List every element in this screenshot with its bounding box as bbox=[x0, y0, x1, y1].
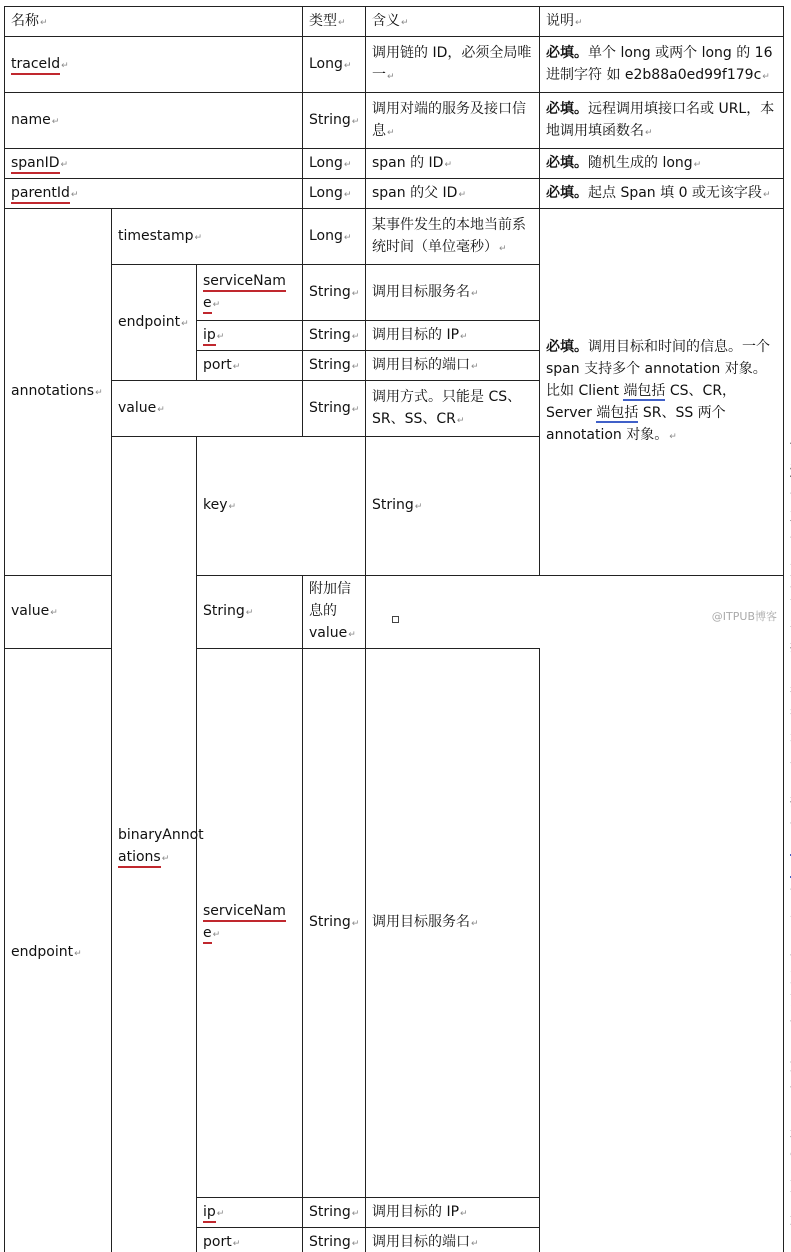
field-type: Long↵ bbox=[303, 209, 366, 265]
subfield-name: serviceNam e↵ bbox=[197, 649, 303, 1198]
field-meaning: 调用目标的 IP↵ bbox=[366, 321, 540, 351]
field-type: String↵ bbox=[366, 437, 540, 576]
field-type: String↵ bbox=[197, 576, 303, 649]
field-type: String↵ bbox=[303, 93, 366, 149]
subfield-name: timestamp↵ bbox=[112, 209, 303, 265]
subfield-name: port↵ bbox=[197, 1228, 303, 1252]
field-type: String↵ bbox=[303, 1198, 366, 1228]
subfield-name: endpoint↵ bbox=[5, 649, 112, 1252]
field-name: parentId↵ bbox=[5, 179, 303, 209]
field-meaning: 附加信息的 value↵ bbox=[303, 576, 366, 649]
field-desc: 必填。起点 Span 填 0 或无该字段↵ bbox=[540, 179, 784, 209]
field-meaning: span 的父 ID↵ bbox=[366, 179, 540, 209]
subfield-name: value↵ bbox=[5, 576, 197, 649]
field-type: String↵ bbox=[303, 351, 366, 381]
subfield-name: key↵ bbox=[197, 437, 366, 576]
header-row bbox=[5, 7, 784, 37]
field-type: String↵ bbox=[303, 1228, 366, 1252]
header-type: 类型↵ bbox=[303, 7, 366, 37]
resize-handle bbox=[392, 616, 399, 623]
subfield-name: ip↵ bbox=[197, 321, 303, 351]
watermark: @ITPUB博客 bbox=[712, 608, 777, 624]
field-meaning: 调用目标的端口↵ bbox=[366, 351, 540, 381]
field-desc: 必填。调用目标和时间的信息。一个 span 支持多个 annotation 对象。比如 Client 端包括 CS、CR，Server 端包括 SR、SS 两个 annotation 对象。↵ bbox=[540, 209, 784, 576]
table-row bbox=[5, 576, 784, 649]
spec-table bbox=[4, 6, 784, 1252]
header-name: 名称↵ bbox=[5, 7, 303, 37]
table-row bbox=[5, 37, 784, 93]
field-meaning: 调用目标服务名↵ bbox=[366, 265, 540, 321]
field-type: Long↵ bbox=[303, 37, 366, 93]
header-desc: 说明↵ bbox=[540, 7, 784, 37]
field-type: Long↵ bbox=[303, 149, 366, 179]
field-meaning: span 的 ID↵ bbox=[366, 149, 540, 179]
subfield-name: ip↵ bbox=[197, 1198, 303, 1228]
subfield-name: serviceNam e↵ bbox=[197, 265, 303, 321]
field-type: String↵ bbox=[303, 649, 366, 1198]
table-row bbox=[5, 93, 784, 149]
field-meaning: 调用目标的 IP↵ bbox=[366, 1198, 540, 1228]
subfield-name: endpoint↵ bbox=[112, 265, 197, 381]
field-type: String↵ bbox=[303, 321, 366, 351]
field-type: String↵ bbox=[303, 381, 366, 437]
field-meaning: 调用方式。只能是 CS、SR、SS、CR↵ bbox=[366, 381, 540, 437]
field-type: String↵ bbox=[303, 265, 366, 321]
field-desc: 必填。随机生成的 long↵ bbox=[540, 149, 784, 179]
field-desc: 必填。单个 long 或两个 long 的 16 进制字符 如 e2b88a0ed99f179c↵ bbox=[540, 37, 784, 93]
field-type: Long↵ bbox=[303, 179, 366, 209]
field-name: annotations↵ bbox=[5, 209, 112, 576]
field-desc: 必填。远程调用填接口名或 URL，本地调用填函数名↵ bbox=[540, 93, 784, 149]
subfield-name: value↵ bbox=[112, 381, 303, 437]
table-row bbox=[5, 149, 784, 179]
field-meaning: 调用目标服务名↵ bbox=[366, 649, 540, 1198]
field-meaning: 调用目标的端口↵ bbox=[366, 1228, 540, 1252]
field-meaning: 调用对端的服务及接口信息↵ bbox=[366, 93, 540, 149]
field-meaning: 某事件发生的本地当前系统时间（单位毫秒）↵ bbox=[366, 209, 540, 265]
field-name: name↵ bbox=[5, 93, 303, 149]
field-meaning: 调用链的 ID，必须全局唯一↵ bbox=[366, 37, 540, 93]
field-name: binaryAnnot ations↵ bbox=[112, 437, 197, 1252]
field-name: traceId↵ bbox=[5, 37, 303, 93]
subfield-name: port↵ bbox=[197, 351, 303, 381]
header-meaning: 含义↵ bbox=[366, 7, 540, 37]
field-name: spanID↵ bbox=[5, 149, 303, 179]
table-row bbox=[5, 179, 784, 209]
table-row bbox=[5, 209, 784, 265]
